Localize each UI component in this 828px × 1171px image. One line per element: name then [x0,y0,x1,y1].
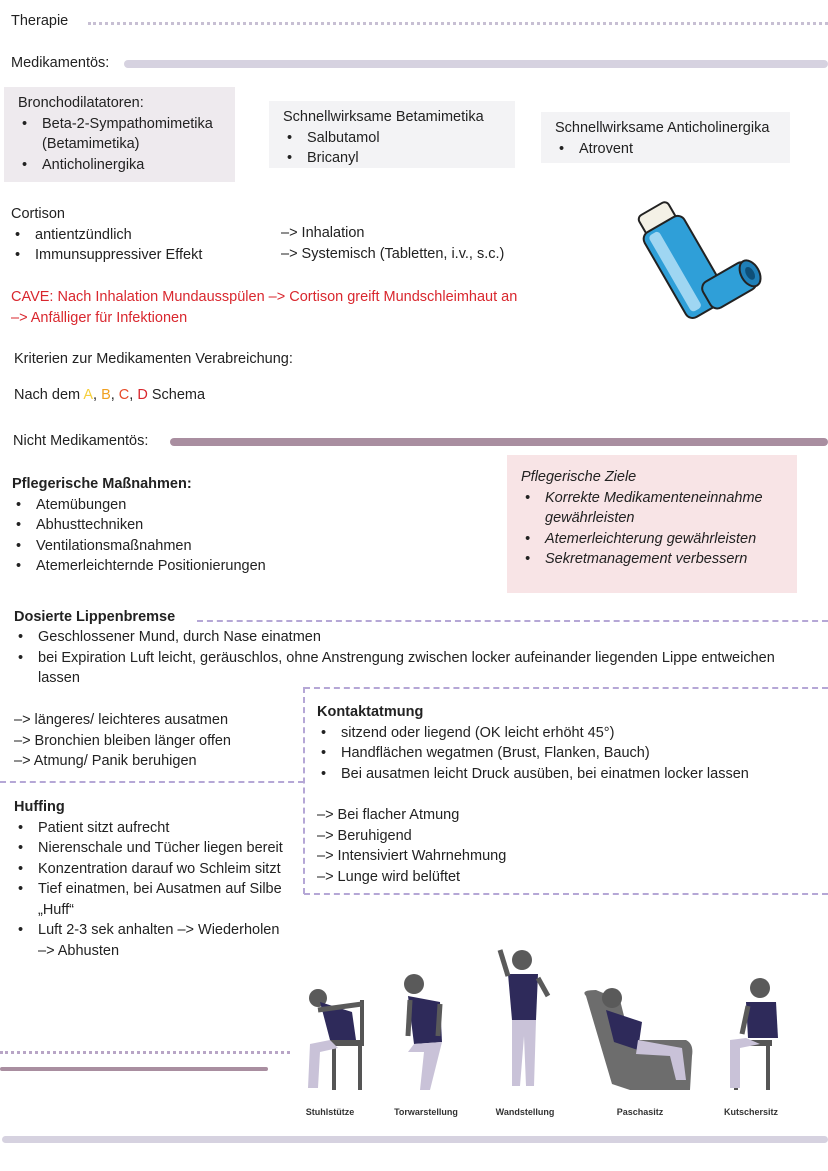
list-item: • Abhusttechniken [12,515,332,536]
torwarstellung-figure [404,974,442,1090]
list-item: • Sekretmanagement verbessern [521,549,783,570]
list-item: • Korrekte Medikamenteneinnahme gewährleisten [521,488,783,529]
list-item: • antientzündlich [11,225,261,246]
cave-warning [11,287,611,328]
pflege-massnahmen-title: Pflegerische Maßnahmen: [12,476,192,492]
position-label-paschasitz: Paschasitz [616,1107,664,1117]
list-item: • Luft 2-3 sek anhalten –> Wiederholen –> Abhusten [14,920,284,961]
medikamentoes-divider-bar [124,60,828,68]
pflege-ziele-title: Pflegerische Ziele [521,469,637,485]
cave-line-1: CAVE: Nach Inhalation Mundausspülen –> Cortison greift Mundschleimhaut an [11,289,518,305]
position-label-kutschersitz: Kutschersitz [723,1107,778,1117]
kontaktatmung-bottom-border [304,893,828,895]
breathing-positions-illustration [290,940,795,1100]
list-item: • Atrovent [555,139,778,160]
huffing-block [14,797,284,962]
kontaktatmung-effect: –> Bei flacher Atmung [317,807,460,823]
kontaktatmung-block [317,702,822,784]
lippenbremse-effect: –> längeres/ leichteres ausatmen [14,712,229,728]
section-medikamentoes-title: Medikamentös: [11,55,110,71]
bronchodilatatoren-list [18,114,223,176]
pflege-ziele-box [507,455,797,593]
list-item: • sitzend oder liegend (OK leicht erhöht 45°) [317,723,822,744]
cortison-title: Cortison [11,206,65,222]
section-nicht-medikamentoes-title: Nicht Medikamentös: [13,433,149,449]
schema-letter-a: A [83,387,93,403]
lippenbremse-dashed-divider [197,620,828,622]
bronchodilatatoren-title: Bronchodilatatoren: [18,95,144,111]
list-item: • Anticholinergika [18,155,223,176]
anticholinergika-box [541,112,790,163]
huffing-list [14,818,284,962]
inhaler-icon [620,178,780,328]
schema-letter-b: B [101,387,111,403]
schema-suffix: Schema [147,387,206,403]
lippenbremse-effect: –> Atmung/ Panik beruhigen [14,753,197,770]
anticholinergika-list [555,139,778,160]
kontaktatmung-title: Kontaktatmung [317,704,424,720]
section-therapie-title: Therapie [11,13,69,29]
cortison-list [11,225,261,266]
list-item: • Beta-2-Sympathomimetika (Betamimetika) [18,114,223,155]
paschasitz-figure [584,988,692,1090]
lippenbremse-list [14,627,794,689]
pflege-massnahmen-block [12,474,332,577]
position-label-torwarstellung: Torwarstellung [394,1107,458,1117]
list-item: • Immunsuppressiver Effekt [11,245,261,266]
bottom-mauve-line [0,1067,268,1071]
position-label-wandstellung: Wandstellung [495,1107,555,1117]
kontaktatmung-top-border [304,687,828,689]
betamimetika-box [269,101,515,168]
position-label-stuhlstuetze: Stuhlstütze [305,1107,355,1117]
lippenbremse-title: Dosierte Lippenbremse [14,609,176,625]
kontaktatmung-effect: –> Lunge wird belüftet [317,868,461,885]
list-item: • Geschlossener Mund, durch Nase einatmen [14,627,794,648]
schema-separator: , [129,387,138,403]
wandstellung-figure [500,950,548,1086]
schema-text [14,385,205,406]
cave-line-2: –> Anfälliger für Infektionen [11,309,188,326]
list-item: • Bricanyl [283,148,503,169]
schema-separator: , [110,387,119,403]
cortison-route-systemisch: –> Systemisch (Tabletten, i.v., s.c.) [281,245,505,262]
huffing-dashed-divider [0,781,304,783]
list-item: • Konzentration darauf wo Schleim sitzt [14,859,284,880]
kutschersitz-figure [730,978,778,1090]
list-item: • Ventilationsmaßnahmen [12,536,332,557]
cortison-route-inhalation: –> Inhalation [281,225,365,241]
schema-prefix: Nach dem [14,387,84,403]
nicht-medikamentoes-divider-bar [170,438,828,446]
list-item: • Patient sitzt aufrecht [14,818,284,839]
list-item: • Handflächen wegatmen (Brust, Flanken, Bauch) [317,743,822,764]
lippenbremse-block [14,627,794,689]
schema-separator: , [93,387,102,403]
betamimetika-title: Schnellwirksame Betamimetika [283,109,484,125]
list-item: • Salbutamol [283,128,503,149]
schema-letter-d: D [137,387,148,403]
pflege-massnahmen-list [12,495,332,577]
list-item: • Atemübungen [12,495,332,516]
list-item: • Nierenschale und Tücher liegen bereit [14,838,284,859]
lippenbremse-effect: –> Bronchien bleiben länger offen [14,732,231,749]
pflege-ziele-list [521,488,783,570]
huffing-title: Huffing [14,799,65,815]
list-item: • bei Expiration Luft leicht, geräuschlos, ohne Anstrengung zwischen locker aufeinander liegenden Lippe entweichen lassen [14,648,794,689]
kontaktatmung-list [317,723,822,785]
bronchodilatatoren-box [4,87,235,182]
list-item: • Atemerleichterung gewährleisten [521,529,783,550]
list-item: • Atemerleichternde Positionierungen [12,556,332,577]
therapie-dotted-divider [88,22,828,25]
kontaktatmung-effect: –> Beruhigend [317,827,412,844]
list-item: • Bei ausatmen leicht Druck ausüben, bei einatmen locker lassen [317,764,822,785]
cortison-block [11,204,261,266]
footer-divider-bar [2,1136,828,1143]
anticholinergika-title: Schnellwirksame Anticholinergika [555,120,770,136]
kontaktatmung-effects [317,805,617,887]
schema-letter-c: C [118,387,130,403]
betamimetika-list [283,128,503,169]
bottom-dotted-divider [0,1051,290,1054]
cortison-routes [281,223,571,264]
stuhlstuetze-figure [308,989,364,1090]
kontaktatmung-effect: –> Intensiviert Wahrnehmung [317,848,507,865]
lippenbremse-effects [14,710,294,772]
kriterien-text: Kriterien zur Medikamenten Verabreichung: [14,351,293,367]
kontaktatmung-left-border [303,687,305,894]
list-item: • Tief einatmen, bei Ausatmen auf Silbe „Huff“ [14,879,284,920]
